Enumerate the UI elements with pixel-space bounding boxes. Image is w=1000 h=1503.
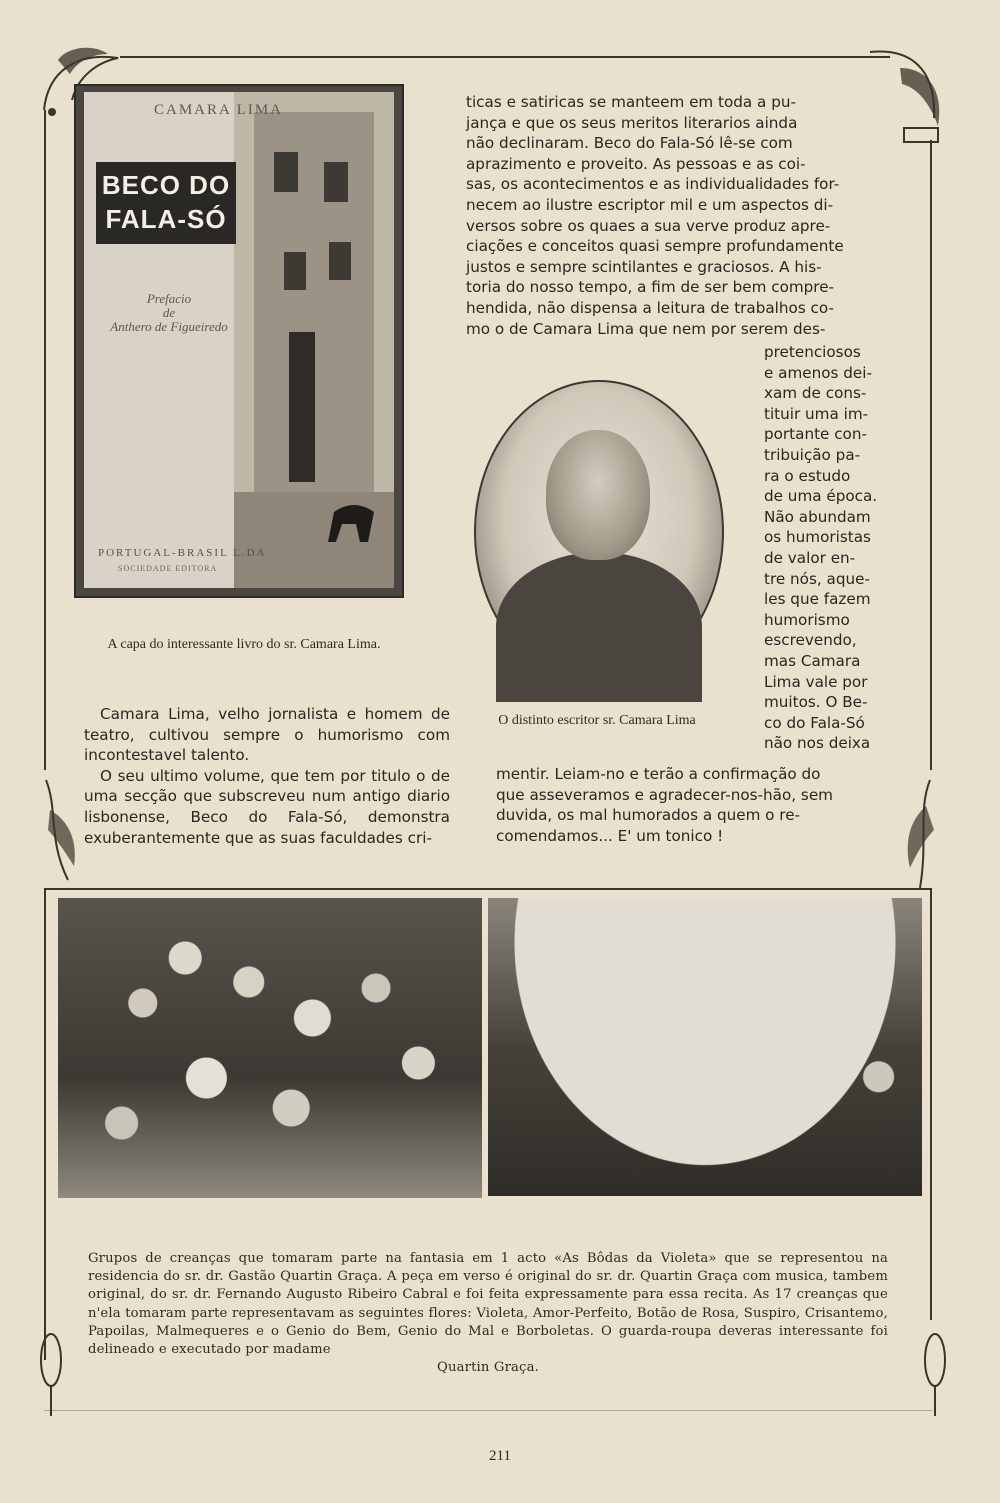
narrow-line: humorismo [764,610,850,629]
frame-left-rule-lower [44,890,46,1360]
right-top-line: toria do nosso tempo, a fim de ser bem compre- [466,278,835,297]
portrait-coat [496,552,702,702]
portrait-photo [474,380,724,684]
street-illustration [234,92,394,588]
portrait-caption: O distinto escritor sr. Camara Lima [498,713,696,728]
narrow-line: não nos deixa [764,734,871,753]
cover-publisher: PORTUGAL-BRASIL L.DA [98,547,267,559]
narrow-line: Não abundam [764,507,871,526]
right-top-line: não declinaram. Beco do Fala-Só lê-se com [466,134,793,153]
frame-top-rule [120,56,890,58]
right-top-line: mo o de Camara Lima que nem por serem des- [466,319,826,338]
right-narrow-column-text [764,342,904,754]
narrow-line: pretenciosos [764,343,861,361]
cover-preface-line-1: Prefacio [146,291,192,306]
cover-preface-line-2: de [162,305,176,320]
right-bottom-line: que asseveramos e agradecer-nos-hão, sem [496,785,833,804]
book-cover-image [74,84,404,598]
photos-caption [88,1250,888,1377]
narrow-line: tribuição pa- [764,445,861,464]
left-paragraph-2: O seu ultimo volume, que tem por titulo o de uma secção que subscreveu num antigo diario lisbonense, Beco do Fala-Só, demonstra exuberantemente que as suas faculdades cri- [84,766,450,847]
narrow-line: e amenos dei- [764,363,872,382]
right-bottom-line: mentir. Leiam-no e terão a confirmação do [496,765,821,783]
frame-right-rule-upper [930,140,932,770]
page-number: 211 [489,1448,511,1464]
right-top-line: versos sobre os quaes a sua verve produz apre- [466,216,831,235]
narrow-line: co do Fala-Só [764,713,865,732]
frame-left-rule-upper [44,110,46,770]
side-ornament-bottom-right [920,1320,950,1420]
narrow-line: portante con- [764,425,867,444]
cover-preface [94,292,244,334]
cover-title [96,162,236,244]
narrow-line: ra o estudo [764,466,851,485]
photos-caption-last-line: Quartin Graça. [437,1360,539,1376]
right-top-line: aprazimento e proveito. As pessoas e as coi- [466,154,806,173]
narrow-line: muitos. O Be- [764,693,868,712]
cover-title-line-1: BECO DO [101,170,231,200]
frame-right-rule-lower [930,890,932,1320]
cover-preface-line-3: Anthero de Figueiredo [110,319,228,334]
cover-caption: A capa do interessante livro do sr. Camara Lima. [107,637,381,652]
right-top-line: necem ao ilustre escriptor mil e um aspectos di- [466,195,834,214]
narrow-line: mas Camara [764,651,861,670]
right-column-top-text [466,92,896,339]
narrow-line: tituir uma im- [764,404,869,423]
side-ornament-bottom-left [36,1320,66,1420]
right-column-bottom-text [496,764,906,846]
right-top-line: sas, os acontecimentos e as individualidades for- [466,175,840,194]
frame-bottom-rule [44,1410,932,1411]
right-top-line: ciações e conceitos quasi sempre profundamente [466,237,844,256]
cover-publisher-subtitle: SOCIEDADE EDITORA [118,564,218,573]
cover-author-name: CAMARA LIMA [154,102,284,118]
right-bottom-line: duvida, os mal humorados a quem o re- [496,806,801,825]
left-paragraph-1: Camara Lima, velho jornalista e homem de teatro, cultivou sempre o humorismo com incontestavel talento. [84,705,450,765]
children-group-photo-garden [58,898,482,1198]
right-top-line: ticas e satiricas se manteem em toda a pu- [466,93,796,111]
narrow-line: escrevendo, [764,631,857,650]
right-top-line: jança e que os seus meritos literarios ainda [466,113,798,132]
narrow-line: os humoristas [764,528,871,547]
frame-middle-rule [44,888,932,890]
cover-title-line-2: FALA-SÓ [105,204,227,234]
narrow-line: de uma época. [764,487,878,506]
photos-caption-text: Grupos de creanças que tomaram parte na fantasia em 1 acto «As Bôdas da Violeta» que se representou na residencia do sr. dr. Gastão Quartin Graça. A peça em verso é original do sr. dr. Quartin Graça com musica, tambem original, do sr. dr. Fernando Augusto Ribeiro Cabral e foi feita expressamente para essa recita. As 17 creanças que n'ela tomaram parte representavam as seguintes flores: Violeta, Amor-Perfeito, Botão de Rosa, Suspiro, Crisantemo, Papoilas, Malmequeres e o Genio do Bem, Genio do Mal e Borboletas. O guarda-roupa deveras interessante foi delineado e executado por madame [88,1251,888,1358]
narrow-line: xam de cons- [764,384,867,403]
left-column-text [84,704,450,848]
right-top-line: hendida, não dispensa a leitura de trabalhos co- [466,298,834,317]
narrow-line: de valor en- [764,548,856,567]
children-group-photo-stage [488,898,922,1196]
book-cover-illustration [84,92,394,588]
portrait-face [546,430,650,560]
narrow-line: les que fazem [764,590,871,609]
right-bottom-line: comendamos... E' um tonico ! [496,826,724,845]
narrow-line: Lima vale por [764,672,868,691]
right-top-line: justos e sempre scintilantes e graciosos. A his- [466,257,822,276]
narrow-line: tre nós, aque- [764,569,870,588]
